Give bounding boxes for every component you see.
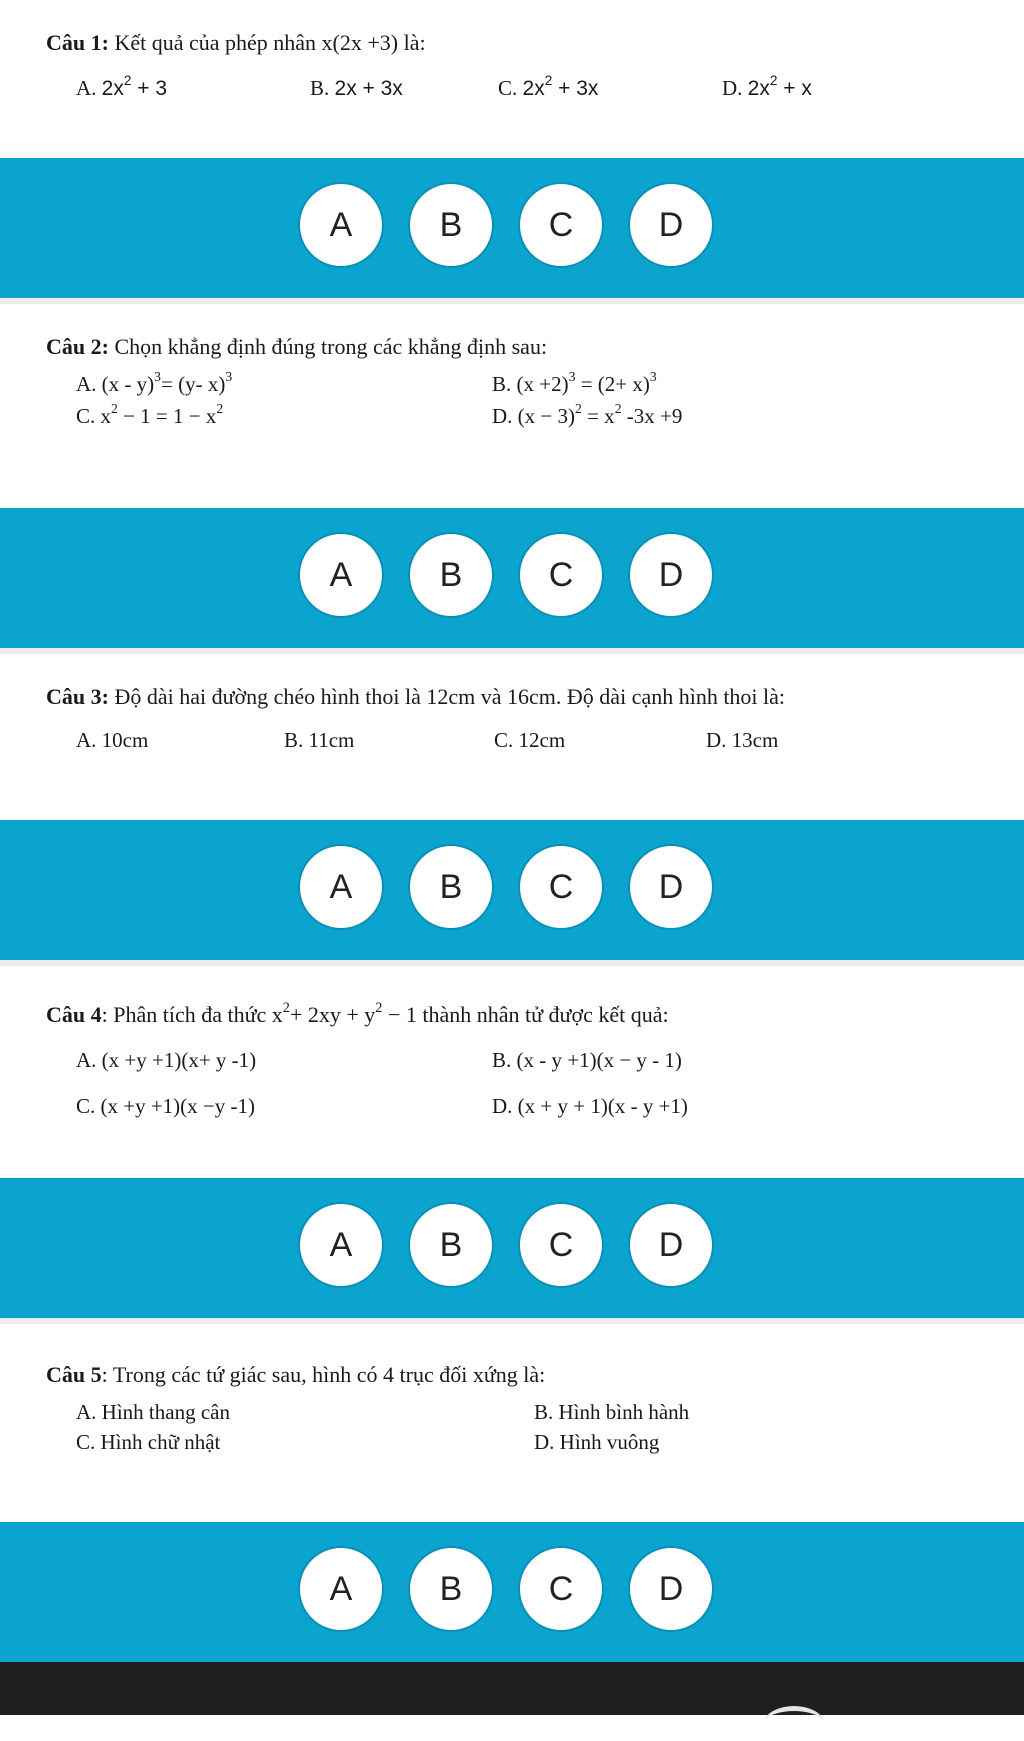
question-label: Câu 5 bbox=[46, 1362, 102, 1387]
answer-b-button[interactable]: B bbox=[408, 532, 494, 618]
option-a: A. (x - y)$^3$= (y- x)$^3$ bbox=[76, 368, 233, 396]
answer-d-button[interactable]: D bbox=[628, 532, 714, 618]
option-a: A. 10cm bbox=[76, 728, 149, 752]
answer-a-button[interactable]: A bbox=[298, 1546, 384, 1632]
answer-bar-3 bbox=[0, 820, 1024, 960]
option-a: A. (x +y +1)(x+ y -1) bbox=[76, 1048, 257, 1072]
option-b: B. 11cm bbox=[284, 728, 355, 752]
option-c: C. $2x^2 + 3x$ bbox=[498, 72, 599, 100]
option-b: B. Hình bình hành bbox=[534, 1400, 690, 1424]
answer-bar-4 bbox=[0, 1178, 1024, 1318]
answer-bar-5 bbox=[0, 1522, 1024, 1662]
footer-arc-decoration bbox=[764, 1706, 824, 1741]
option-b: B. $(x +2)^3 = (2+ x)^3$ bbox=[492, 368, 657, 396]
question-label: Câu 2: bbox=[46, 334, 109, 359]
answer-b-button[interactable]: B bbox=[408, 182, 494, 268]
option-c: C. Hình chữ nhật bbox=[76, 1430, 221, 1454]
answer-c-button[interactable]: C bbox=[518, 182, 604, 268]
question-1-card bbox=[0, 0, 1024, 158]
answer-a-button[interactable]: A bbox=[298, 1202, 384, 1288]
question-5-card bbox=[0, 1324, 1024, 1522]
answer-c-button[interactable]: C bbox=[518, 1546, 604, 1632]
answer-b-button[interactable]: B bbox=[408, 1202, 494, 1288]
question-label: Câu 1: bbox=[46, 30, 109, 55]
answer-d-button[interactable]: D bbox=[628, 1202, 714, 1288]
question-4-title: Câu 4: Phân tích đa thức $x^2+ 2xy + y^2 - 1$ thành nhân tử được kết quả: bbox=[46, 999, 669, 1027]
option-c: C. (x +y +1)(x −y -1) bbox=[76, 1094, 256, 1118]
answer-d-button[interactable]: D bbox=[628, 844, 714, 930]
question-text: Độ dài hai đường chéo hình thoi là 12cm và 16cm. Độ dài cạnh hình thoi là: bbox=[108, 684, 786, 709]
option-c: C. 12cm bbox=[494, 728, 566, 752]
option-a: A. $2x^2 + 3$ bbox=[76, 72, 168, 100]
option-d: D. Hình vuông bbox=[534, 1430, 660, 1454]
question-5-title bbox=[46, 1362, 545, 1388]
question-1-title bbox=[46, 30, 426, 56]
question-label: Câu 3: bbox=[46, 684, 109, 709]
answer-d-button[interactable]: D bbox=[628, 182, 714, 268]
question-3-card bbox=[0, 654, 1024, 820]
option-b: B. 2x + 3x bbox=[310, 76, 403, 100]
question-text: Chọn khẳng định đúng trong các khẳng định sau: bbox=[108, 334, 548, 359]
answer-a-button[interactable]: A bbox=[298, 844, 384, 930]
option-b: B. (x - y +1)(x − y - 1) bbox=[492, 1048, 682, 1072]
answer-bar-1 bbox=[0, 158, 1024, 298]
answer-bar-2 bbox=[0, 508, 1024, 648]
option-c: C. $x^2 - 1 = 1 - x^2$ bbox=[76, 400, 224, 428]
footer-bar bbox=[0, 1662, 1024, 1715]
answer-c-button[interactable]: C bbox=[518, 1202, 604, 1288]
answer-a-button[interactable]: A bbox=[298, 532, 384, 618]
option-d: D. $2x^2 + x$ bbox=[722, 72, 812, 100]
option-a: A. Hình thang cân bbox=[76, 1400, 230, 1424]
answer-c-button[interactable]: C bbox=[518, 532, 604, 618]
answer-a-button[interactable]: A bbox=[298, 182, 384, 268]
answer-b-button[interactable]: B bbox=[408, 844, 494, 930]
option-d: D. $(x - 3)^2 = x^2$ -3x +9 bbox=[492, 400, 683, 428]
answer-c-button[interactable]: C bbox=[518, 844, 604, 930]
answer-d-button[interactable]: D bbox=[628, 1546, 714, 1632]
question-text: Kết quả của phép nhân x(2x +3) là: bbox=[108, 30, 426, 55]
option-d: D. 13cm bbox=[706, 728, 779, 752]
question-text: : Trong các tứ giác sau, hình có 4 trục đối xứng là: bbox=[101, 1362, 546, 1387]
question-4-card bbox=[0, 966, 1024, 1178]
answer-b-button[interactable]: B bbox=[408, 1546, 494, 1632]
question-3-title bbox=[46, 684, 785, 710]
question-2-title bbox=[46, 334, 547, 360]
question-label: Câu 4 bbox=[46, 1002, 102, 1027]
question-2-card bbox=[0, 304, 1024, 508]
option-d: D. (x + y + 1)(x - y +1) bbox=[492, 1094, 688, 1118]
